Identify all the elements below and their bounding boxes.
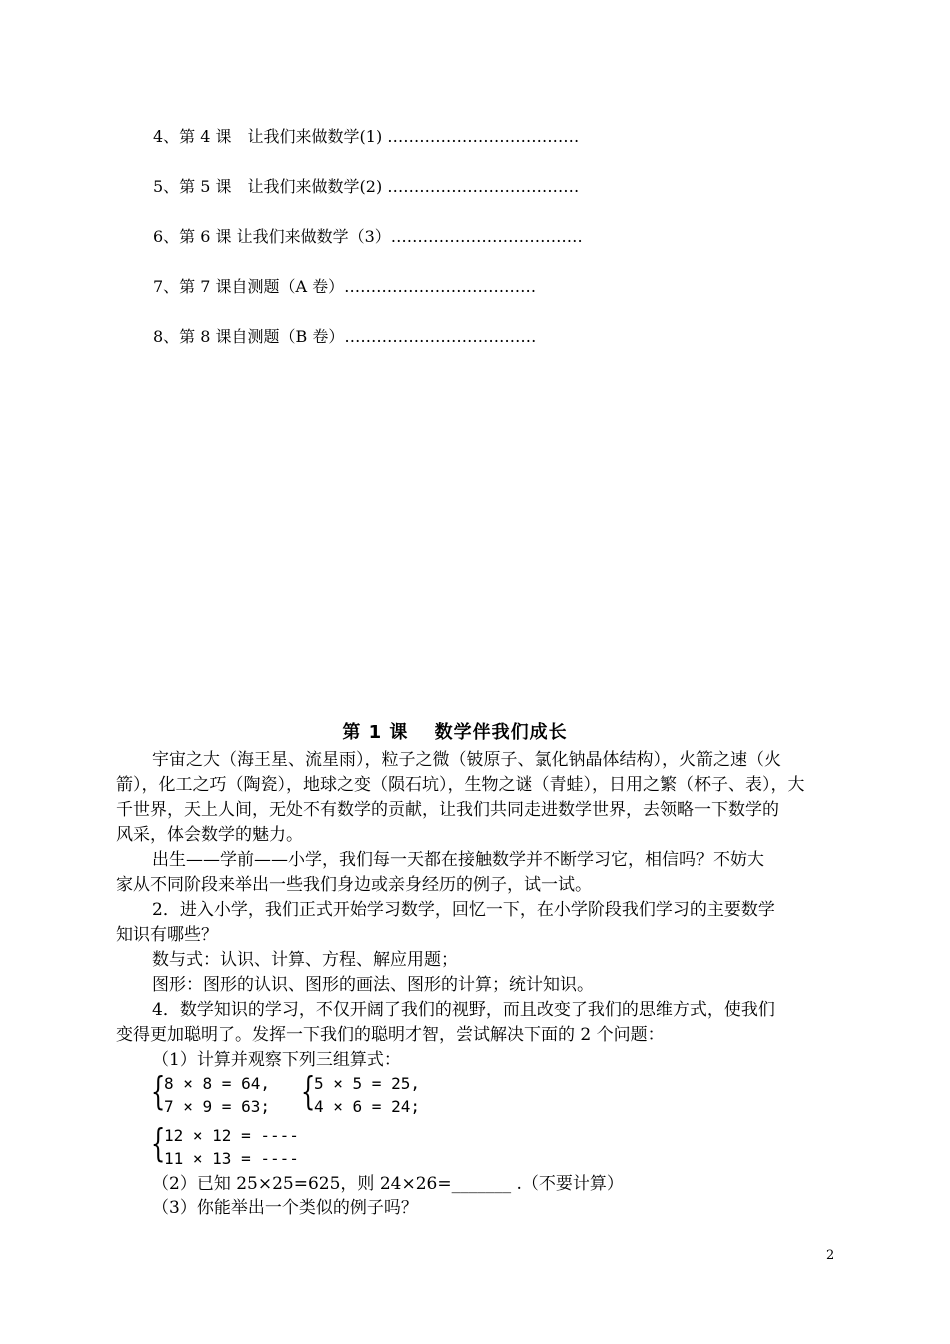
toc-item-6: 6、第 6 课 让我们来做数学（3）……………………………… bbox=[153, 227, 583, 246]
para-line: 图形：图形的认识、图形的画法、图形的计算；统计知识。 bbox=[152, 975, 594, 995]
para-line: 箭），化工之巧（陶瓷），地球之变（陨石坑），生物之谜（青蛙），日用之繁（杯子、表），大 bbox=[116, 775, 805, 795]
para-line: 出生——学前——小学，我们每一天都在接触数学并不断学习它，相信吗？不妨大 bbox=[152, 850, 764, 870]
question-2: （2）已知 25×25=625，则 24×26=_______ .（不要计算） bbox=[152, 1174, 624, 1194]
equation-line: 7 × 9 = 63; bbox=[164, 1097, 270, 1116]
para-line: 家从不同阶段来举出一些我们身边或亲身经历的例子，试一试。 bbox=[116, 875, 592, 895]
brace-icon: { bbox=[150, 1069, 166, 1113]
para-line: 宇宙之大（海王星、流星雨），粒子之微（铍原子、氯化钠晶体结构），火箭之速（火 bbox=[152, 750, 781, 770]
lesson-title: 第 1 课 数学伴我们成长 bbox=[342, 722, 568, 743]
equation-line: 8 × 8 = 64, bbox=[164, 1074, 270, 1093]
toc-item-7: 7、第 7 课自测题（A 卷）……………………………… bbox=[153, 277, 537, 296]
para-line: 数与式：认识、计算、方程、解应用题； bbox=[152, 950, 458, 970]
equation-line: 4 × 6 = 24; bbox=[314, 1097, 420, 1116]
para-line: 风采，体会数学的魅力。 bbox=[116, 825, 303, 845]
equation-line: 5 × 5 = 25, bbox=[314, 1074, 420, 1093]
brace-icon: { bbox=[300, 1069, 316, 1113]
toc-item-8: 8、第 8 课自测题（B 卷）……………………………… bbox=[153, 327, 537, 346]
question-3: （3）你能举出一个类似的例子吗？ bbox=[152, 1198, 418, 1218]
equation-line: 11 × 13 = ---- bbox=[164, 1149, 299, 1168]
para-line: 2．进入小学，我们正式开始学习数学，回忆一下，在小学阶段我们学习的主要数学 bbox=[152, 900, 775, 920]
para-line: （1）计算并观察下列三组算式： bbox=[152, 1050, 401, 1070]
para-line: 4．数学知识的学习，不仅开阔了我们的视野，而且改变了我们的思维方式，使我们 bbox=[152, 1000, 775, 1020]
brace-icon: { bbox=[150, 1121, 166, 1165]
equation-line: 12 × 12 = ---- bbox=[164, 1126, 299, 1145]
para-line: 变得更加聪明了。发挥一下我们的聪明才智，尝试解决下面的 2 个问题： bbox=[116, 1025, 665, 1045]
toc-item-5: 5、第 5 课 让我们来做数学(2) ……………………………… bbox=[153, 177, 580, 196]
para-line: 千世界，天上人间，无处不有数学的贡献，让我们共同走进数学世界，去领略一下数学的 bbox=[116, 800, 779, 820]
page-number: 2 bbox=[826, 1248, 835, 1263]
para-line: 知识有哪些？ bbox=[116, 925, 218, 945]
toc-item-4: 4、第 4 课 让我们来做数学(1) ……………………………… bbox=[153, 127, 580, 146]
